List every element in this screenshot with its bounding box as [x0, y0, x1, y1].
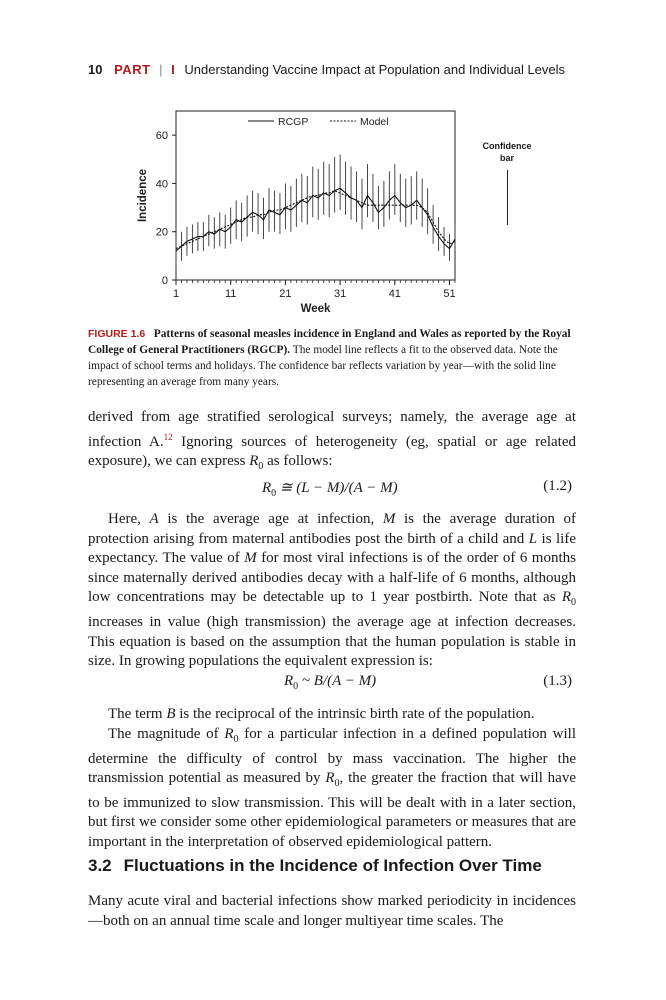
p2-a: Here,: [108, 511, 150, 527]
paragraph-2: [88, 510, 576, 672]
section-number: 3.2: [88, 856, 112, 875]
x-tick-label: 41: [388, 288, 401, 300]
y-tick-label: 0: [161, 275, 168, 287]
p2-R: R: [561, 589, 571, 606]
part-label: PART: [114, 62, 151, 77]
p1-text-b: Ignoring sources of heterogeneity (eg, spatial or age related exposure), we can express: [88, 433, 576, 470]
equation-1-2-expression: [262, 478, 398, 499]
caption-bold: Patterns of seasonal measles incidence in England and Wales as reported by the Royal College of General Practitioners (RGCP).: [88, 328, 571, 356]
section-heading: [88, 856, 576, 876]
equation-1-3: [88, 673, 576, 693]
p2-M: M: [382, 511, 396, 527]
paragraph-4: [88, 725, 576, 853]
confidence-bar-mark: [507, 170, 508, 225]
p2-b: is the average age at infection,: [158, 511, 383, 527]
p2-L: L: [528, 530, 538, 547]
y-tick-label: 60: [155, 130, 168, 143]
x-tick-label: 31: [333, 288, 347, 300]
caption-rest: The model line reflects a fit to the observed data. Note the impact of school terms and holidays. The confidence bar reflects variation by year—with the solid line representing an average from many years.: [88, 344, 558, 388]
paragraph-5: Many acute viral and bacterial infections show marked periodicity in incidences—both on an annual time scale and longer multiyear time scales. The: [88, 893, 576, 929]
eq13-sub: 0: [293, 681, 299, 692]
part-number: I: [171, 62, 175, 77]
section-title: Fluctuations in the Incidence of Infection Over Time: [123, 856, 542, 875]
eq12-sub: 0: [271, 488, 277, 499]
confidence-label: [476, 140, 538, 164]
p4-R-sub: 0: [233, 734, 239, 745]
equation-1-2-number: (1.2): [543, 478, 572, 494]
confidence-label-line1: Confidence: [482, 141, 532, 151]
eq13-rhs: ~ B/(A − M): [298, 673, 377, 689]
page-number: 10: [88, 62, 103, 77]
p4-c: , the greater the fraction that will have to be immunized to slow transmission. This will be dealt with in a later section, but first we consider some other epidemiological parameters or measures that are important in the interpretation of observed epidemiological pattern.: [88, 770, 576, 850]
p3-b: is the reciprocal of the intrinsic birth rate of the population.: [175, 706, 535, 722]
header-separator: |: [159, 62, 163, 77]
y-tick-label: 40: [155, 178, 168, 191]
p4-R2-sub: 0: [334, 778, 340, 790]
paragraph-3: [88, 705, 576, 725]
p2-e: for most viral infections is of the order of 6 months since maternally derived antibodies decay with a half-life of 6 months, although low concentrations may be detectable up to 1 year postbirth. Note that as: [88, 550, 576, 606]
p3-B: B: [166, 706, 176, 722]
p4-b: for a particular infection in a defined population will determine the difficulty of control by mass vaccination. The higher the transmission potential as measured by: [88, 726, 576, 787]
p2-d: is life expectancy. The value of: [88, 530, 576, 567]
eq12-rhs: ≅ (L − M)/(A − M): [276, 480, 398, 496]
r-subscript: 0: [258, 461, 264, 473]
confidence-label-line2: bar: [499, 153, 514, 163]
p2-R-sub: 0: [571, 597, 576, 609]
figure-label: FIGURE 1.6: [88, 328, 146, 340]
seasonal-incidence-chart: [130, 105, 470, 320]
p1-text-c: as follows:: [263, 453, 333, 470]
x-axis-label: Week: [300, 303, 331, 315]
p2-f: increases in value (high transmission) the average age at infection decreases. This equation is based on the assumption that the human population is stable in size. In growing populations the equivalent expression is:: [88, 613, 576, 670]
p4-R: R: [224, 726, 234, 742]
series-line-rcgp: [176, 188, 455, 251]
p2-A: A: [149, 511, 159, 527]
figure-caption: [88, 326, 576, 390]
confidence-bar-legend: [476, 140, 538, 230]
eq13-r: R: [284, 673, 294, 689]
equation-1-3-number: (1.3): [543, 673, 572, 689]
p4-a: The magnitude of: [108, 726, 225, 742]
x-tick-label: 51: [443, 288, 456, 300]
x-tick-label: 11: [224, 288, 237, 300]
eq12-r: R: [262, 480, 272, 496]
r-symbol: R: [249, 453, 259, 470]
p1-text-a: derived from age stratified serological surveys; namely, the average age at infection A.: [88, 409, 576, 450]
y-tick-label: 20: [155, 226, 168, 239]
running-header: [88, 62, 588, 77]
y-axis-label: Incidence: [137, 168, 149, 223]
equation-1-3-expression: [284, 673, 376, 692]
legend-label-model: Model: [360, 116, 389, 128]
x-tick-label: 21: [279, 288, 292, 300]
p4-R2: R: [325, 770, 335, 787]
reference-12: 12: [163, 431, 173, 442]
x-tick-label: 1: [172, 288, 180, 300]
equation-1-2: [88, 478, 576, 498]
p2-c: is the average duration of protection arising from maternal antibodies post the birth of a child and: [88, 511, 576, 547]
p2-M2: M: [244, 550, 257, 567]
p3-a: The term: [108, 706, 167, 722]
paragraph-1: [88, 408, 576, 477]
legend-label-rcgp: RCGP: [278, 116, 309, 128]
series-line-model: [176, 191, 455, 249]
part-title: Understanding Vaccine Impact at Population and Individual Levels: [184, 62, 566, 77]
